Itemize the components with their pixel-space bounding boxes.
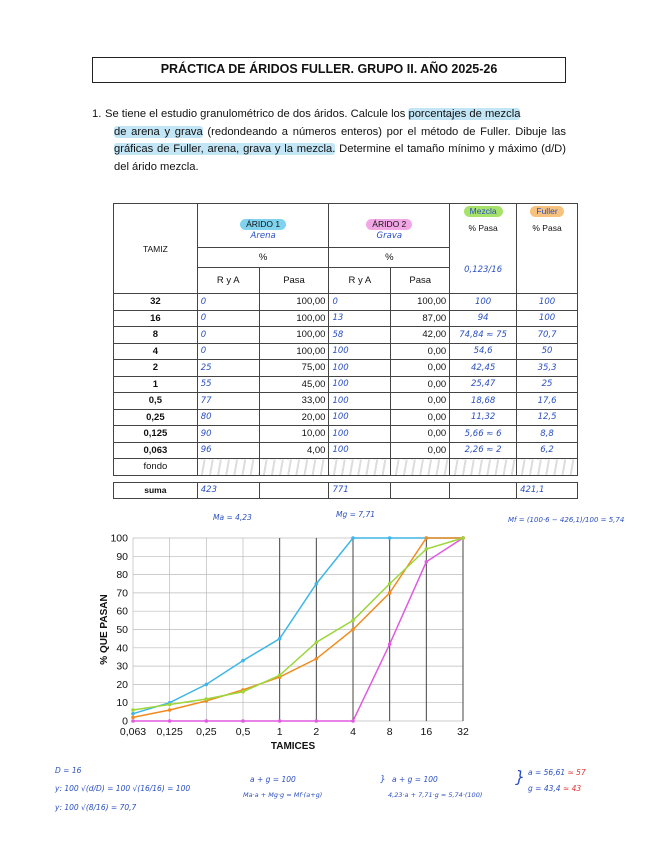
- r2-cell: 100: [329, 393, 391, 410]
- x-tick-label: 8: [386, 726, 393, 738]
- table-row: [114, 409, 578, 426]
- table-row: [114, 426, 578, 443]
- table-row: [114, 310, 578, 327]
- r1-cell: 55: [197, 376, 259, 393]
- point-grava: [315, 719, 319, 723]
- point-mezcla: [168, 708, 172, 712]
- fondo-cell: [391, 459, 450, 476]
- r1-cell: 96: [197, 442, 259, 459]
- point-grava: [131, 719, 135, 723]
- tamiz-cell: 32: [114, 294, 198, 311]
- page-title: PRÁCTICA DE ÁRIDOS FULLER. GRUPO II. AÑO 2025-26: [92, 57, 566, 83]
- mezcla-cell: 94: [450, 310, 517, 327]
- suma-r1: 423: [197, 482, 259, 499]
- point-fuller: [131, 708, 135, 712]
- p2-cell: 0,00: [391, 409, 450, 426]
- note-mg: Mg = 7,71: [336, 510, 375, 519]
- highlight-mezcla: porcentajes de mezcla: [408, 108, 521, 120]
- x-tick-label: 2: [313, 726, 320, 738]
- fuller-cell: 12,5: [517, 409, 578, 426]
- y-tick-label: 60: [116, 605, 128, 618]
- rya-1: R y A: [197, 268, 259, 294]
- arido1-header: ÁRIDO 1 Arena: [197, 204, 329, 248]
- r1-cell: 90: [197, 426, 259, 443]
- table-row: [114, 393, 578, 410]
- point-arena: [241, 659, 245, 663]
- r2-cell: 100: [329, 360, 391, 377]
- pasa-2: Pasa: [391, 268, 450, 294]
- tamiz-cell: 0,5: [114, 393, 198, 410]
- r2-cell: 0: [329, 294, 391, 311]
- point-grava: [425, 560, 429, 564]
- note-eq4: 4,23·a + 7,71·g = 5,74·(100): [388, 791, 483, 799]
- tamiz-cell: 0,063: [114, 442, 198, 459]
- note-eq2: Ma·a + Mg·g = Mf·(a+g): [243, 791, 323, 799]
- r2-cell: 58: [329, 327, 391, 344]
- point-mezcla: [315, 657, 319, 661]
- note-mf: Mf = (100·6 − 426,1)/100 = 5,74: [508, 516, 625, 524]
- arido2-header: ÁRIDO 2 Grava: [329, 204, 450, 248]
- series-line-mezcla: [133, 538, 463, 717]
- p2-cell: 87,00: [391, 310, 450, 327]
- suma-r2: 771: [329, 482, 391, 499]
- tamiz-cell: 16: [114, 310, 198, 327]
- fondo-cell: [450, 459, 517, 476]
- note-eq1: a + g = 100: [250, 775, 296, 784]
- r1-cell: 0: [197, 327, 259, 344]
- note-res-a: a = 56,61 ≈ 57: [528, 768, 586, 777]
- fuller-cell: 70,7: [517, 327, 578, 344]
- p1-cell: 45,00: [259, 376, 329, 393]
- x-tick-label: 32: [457, 726, 469, 738]
- suma-fu: 421,1: [517, 482, 578, 499]
- p2-cell: 0,00: [391, 393, 450, 410]
- r1-cell: 77: [197, 393, 259, 410]
- tamiz-cell: 1: [114, 376, 198, 393]
- point-grava: [205, 719, 209, 723]
- y-tick-label: 10: [116, 697, 128, 710]
- question-text-a: Se tiene el estudio granulométrico de dos áridos. Calcule los: [105, 108, 409, 120]
- y-tick-label: 30: [116, 660, 128, 673]
- point-mezcla: [425, 536, 429, 540]
- r1-cell: 25: [197, 360, 259, 377]
- suma-label: suma: [114, 482, 198, 499]
- mezcla-cell: 100: [450, 294, 517, 311]
- r2-cell: 100: [329, 343, 391, 360]
- fuller-cell: 6,2: [517, 442, 578, 459]
- point-arena: [278, 637, 282, 641]
- point-fuller: [205, 697, 209, 701]
- mezcla-sub: 0,123/16: [450, 248, 517, 294]
- x-tick-label: 0,5: [235, 726, 251, 738]
- table-row: [114, 442, 578, 459]
- point-fuller: [388, 582, 392, 586]
- r1-cell: 0: [197, 294, 259, 311]
- suma-p1: [259, 482, 329, 499]
- table-row: [114, 294, 578, 311]
- point-fuller: [241, 690, 245, 694]
- y-axis-label: % QUE PASAN: [99, 594, 110, 665]
- tamiz-header: TAMIZ: [114, 204, 198, 294]
- fuller-cell: 25: [517, 376, 578, 393]
- note-eq3: a + g = 100: [392, 775, 438, 784]
- mezcla-cell: 11,32: [450, 409, 517, 426]
- y-tick-label: 40: [116, 642, 128, 655]
- point-arena: [315, 582, 319, 586]
- question-text-b: (redondeando a números enteros) por el método de Fuller. Dibuje las: [202, 125, 566, 138]
- tamiz-cell: 4: [114, 343, 198, 360]
- y-tick-label: 80: [116, 569, 128, 582]
- note-y1: y: 100 √(d/D) = 100 √(16/16) = 100: [55, 784, 191, 793]
- point-grava: [168, 719, 172, 723]
- fuller-cell: 50: [517, 343, 578, 360]
- r2-cell: 100: [329, 442, 391, 459]
- r2-cell: 100: [329, 426, 391, 443]
- r1-cell: 0: [197, 310, 259, 327]
- x-tick-label: 4: [350, 726, 356, 738]
- y-tick-label: 70: [116, 587, 128, 600]
- point-grava: [241, 719, 245, 723]
- rya-2: R y A: [329, 268, 391, 294]
- arido1-handwritten: Arena: [250, 230, 276, 241]
- y-tick-label: 0: [122, 715, 128, 728]
- point-fuller: [278, 673, 282, 677]
- fondo-cell: [517, 459, 578, 476]
- point-arena: [388, 536, 392, 540]
- p1-cell: 100,00: [259, 327, 329, 344]
- point-arena: [351, 536, 355, 540]
- mezcla-cell: 74,84 ≈ 75: [450, 327, 517, 344]
- fuller-cell: 17,6: [517, 393, 578, 410]
- highlight-graficas: gráficas de Fuller, arena, grava y la mezcla.: [114, 143, 336, 155]
- mezcla-cell: 2,26 ≈ 2: [450, 442, 517, 459]
- tamiz-cell: 0,125: [114, 426, 198, 443]
- x-tick-label: 16: [420, 726, 433, 738]
- y-tick-label: 50: [116, 624, 128, 636]
- series-line-arena: [133, 538, 463, 714]
- p1-cell: 100,00: [259, 294, 329, 311]
- suma-mz: [450, 482, 517, 499]
- p1-cell: 10,00: [259, 426, 329, 443]
- p2-cell: 0,00: [391, 442, 450, 459]
- fondo-label: fondo: [114, 459, 198, 476]
- pasa-1: Pasa: [259, 268, 329, 294]
- point-mezcla: [131, 716, 135, 720]
- granulometry-table: [113, 203, 578, 499]
- x-tick-label: 0,25: [196, 726, 217, 738]
- y-tick-label: 100: [110, 532, 128, 545]
- fuller-cell: 8,8: [517, 426, 578, 443]
- point-grava: [351, 719, 355, 723]
- x-tick-label: 1: [276, 726, 283, 738]
- p1-cell: 100,00: [259, 343, 329, 360]
- r2-cell: 100: [329, 409, 391, 426]
- tamiz-cell: 2: [114, 360, 198, 377]
- y-tick-label: 20: [116, 678, 128, 691]
- p2-cell: 42,00: [391, 327, 450, 344]
- point-grava: [278, 719, 282, 723]
- x-axis-label: TAMICES: [270, 741, 316, 752]
- fondo-cell: [329, 459, 391, 476]
- p1-cell: 75,00: [259, 360, 329, 377]
- r2-cell: 100: [329, 376, 391, 393]
- point-fuller: [351, 619, 355, 623]
- tamiz-cell: 0,25: [114, 409, 198, 426]
- brace-2: }: [515, 767, 526, 786]
- arido2-pct: %: [329, 248, 450, 268]
- arido2-handwritten: Grava: [376, 230, 403, 241]
- x-tick-label: 0,125: [156, 726, 183, 738]
- note-y2: y: 100 √(8/16) = 70,7: [55, 803, 137, 812]
- point-grava: [388, 642, 392, 646]
- p1-cell: 33,00: [259, 393, 329, 410]
- table-row: [114, 360, 578, 377]
- tamiz-cell: 8: [114, 327, 198, 344]
- mezcla-cell: 54,6: [450, 343, 517, 360]
- arido1-pct: %: [197, 248, 329, 268]
- point-mezcla: [351, 628, 355, 632]
- r1-cell: 80: [197, 409, 259, 426]
- point-arena: [131, 712, 135, 716]
- p2-cell: 0,00: [391, 376, 450, 393]
- p1-cell: 4,00: [259, 442, 329, 459]
- x-tick-label: 0,063: [119, 726, 147, 738]
- granulometry-chart: [95, 528, 485, 758]
- fuller-cell: 100: [517, 294, 578, 311]
- p2-cell: 0,00: [391, 360, 450, 377]
- note-d: D = 16: [55, 766, 82, 775]
- brace-1: }: [380, 775, 386, 785]
- highlight-arena-grava: de arena y grava: [114, 125, 203, 138]
- table-row: [114, 376, 578, 393]
- point-arena: [205, 683, 209, 687]
- fuller-cell: 100: [517, 310, 578, 327]
- note-ma: Ma = 4,23: [213, 513, 252, 522]
- fondo-cell: [197, 459, 259, 476]
- p2-cell: 0,00: [391, 426, 450, 443]
- p2-cell: 0,00: [391, 343, 450, 360]
- point-mezcla: [388, 591, 392, 595]
- mezcla-header: Mezcla % Pasa: [450, 204, 517, 248]
- mezcla-cell: 5,66 ≈ 6: [450, 426, 517, 443]
- point-fuller: [461, 536, 465, 540]
- point-fuller: [425, 547, 429, 551]
- suma-p2: [391, 482, 450, 499]
- r1-cell: 0: [197, 343, 259, 360]
- fuller-header: Fuller % Pasa: [517, 204, 578, 248]
- point-fuller: [168, 703, 172, 707]
- y-tick-label: 90: [116, 550, 128, 563]
- note-res-g: g = 43,4 ≈ 43: [528, 784, 582, 793]
- mezcla-cell: 25,47: [450, 376, 517, 393]
- p2-cell: 100,00: [391, 294, 450, 311]
- p1-cell: 20,00: [259, 409, 329, 426]
- table-row: [114, 327, 578, 344]
- fuller-cell: 35,3: [517, 360, 578, 377]
- question-text-c: Determine el tamaño mínimo y máximo (d/D) del árido mezcla.: [114, 143, 566, 173]
- fuller-sub: [517, 248, 578, 294]
- mezcla-cell: 42,45: [450, 360, 517, 377]
- question-1: [92, 106, 566, 176]
- mezcla-cell: 18,68: [450, 393, 517, 410]
- r2-cell: 13: [329, 310, 391, 327]
- question-number: 1.: [92, 108, 102, 120]
- fondo-cell: [259, 459, 329, 476]
- p1-cell: 100,00: [259, 310, 329, 327]
- point-fuller: [315, 641, 319, 645]
- table-row: [114, 343, 578, 360]
